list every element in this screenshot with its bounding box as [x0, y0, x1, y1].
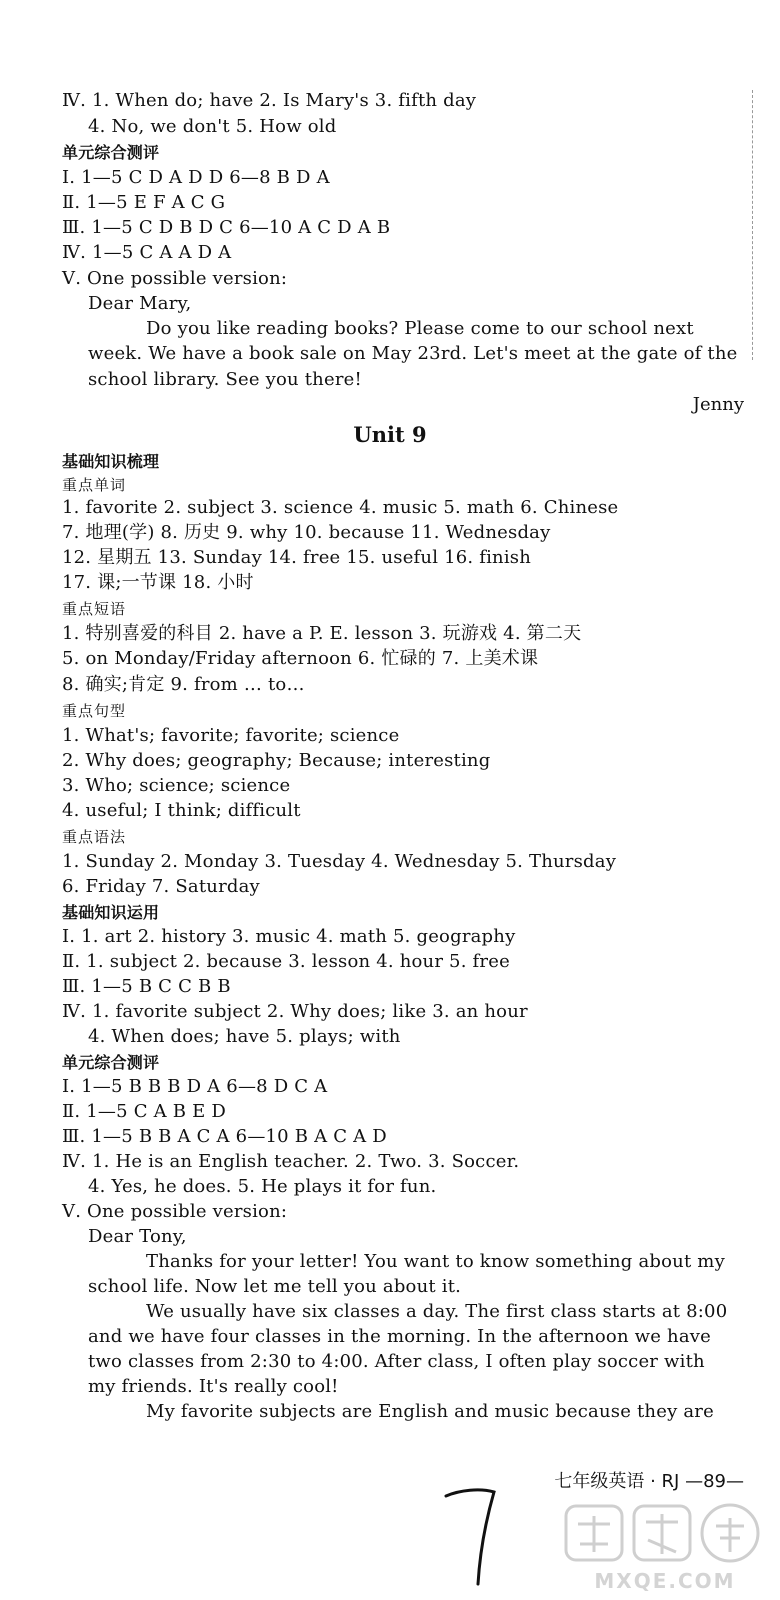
answer-line: Ⅱ. 1—5 C A B E D: [62, 1101, 226, 1122]
answer-line: 1. Sunday 2. Monday 3. Tuesday 4. Wednesday 5. Thursday: [62, 851, 617, 872]
answer-line: 4. No, we don't 5. How old: [88, 116, 337, 137]
svg-text:MXQE.COM: MXQE.COM: [594, 1569, 736, 1593]
letter-body-line: school library. See you there!: [88, 369, 362, 390]
section-heading: 基础知识运用: [62, 903, 160, 922]
answer-line: 5. on Monday/Friday afternoon 6. 忙碌的 7. 上美术课: [62, 648, 539, 669]
answer-line: Ⅱ. 1. subject 2. because 3. lesson 4. hour 5. free: [62, 951, 510, 972]
answer-line: 4. Yes, he does. 5. He plays it for fun.: [88, 1176, 437, 1197]
letter-greeting: Dear Mary,: [88, 293, 192, 314]
answer-line: 12. 星期五 13. Sunday 14. free 15. useful 16. finish: [62, 547, 532, 568]
letter-body-line: Do you like reading books? Please come to our school next: [146, 318, 694, 339]
letter-body-line: school life. Now let me tell you about it.: [88, 1276, 462, 1297]
answer-line: Ⅳ. 1. He is an English teacher. 2. Two. 3. Soccer.: [62, 1151, 520, 1172]
answer-line: Ⅰ. 1—5 B B B D A 6—8 D C A: [62, 1076, 328, 1097]
letter-body-line: Thanks for your letter! You want to know something about my: [146, 1251, 725, 1272]
answer-line: Ⅴ. One possible version:: [62, 1201, 288, 1222]
subsection-label: 重点短语: [62, 600, 127, 618]
letter-signature: Jenny: [692, 394, 744, 415]
answer-line: 2. Why does; geography; Because; interesting: [62, 750, 491, 771]
answer-line: Ⅴ. One possible version:: [62, 268, 288, 289]
answer-line: Ⅲ. 1—5 B B A C A 6—10 B A C A D: [62, 1126, 387, 1147]
answer-line: Ⅲ. 1—5 B C C B B: [62, 976, 231, 997]
answer-line: Ⅳ. 1—5 C A A D A: [62, 242, 232, 263]
answer-line: 8. 确实;肯定 9. from … to…: [62, 674, 305, 695]
handwritten-seven-mark: [440, 1480, 500, 1590]
letter-greeting: Dear Tony,: [88, 1226, 187, 1247]
subsection-label: 重点语法: [62, 828, 127, 846]
letter-body-line: two classes from 2:30 to 4:00. After class, I often play soccer with: [88, 1351, 705, 1372]
answer-line: 17. 课;一节课 18. 小时: [62, 572, 254, 593]
answer-line: 1. favorite 2. subject 3. science 4. music 5. math 6. Chinese: [62, 497, 619, 518]
letter-body-line: week. We have a book sale on May 23rd. Let's meet at the gate of the: [88, 343, 738, 364]
letter-body-line: My favorite subjects are English and music because they are: [146, 1401, 714, 1422]
letter-body-line: We usually have six classes a day. The first class starts at 8:00: [146, 1301, 728, 1322]
answer-line: Ⅱ. 1—5 E F A C G: [62, 192, 226, 213]
section-heading: 单元综合测评: [62, 143, 160, 162]
answer-line: Ⅰ. 1—5 C D A D D 6—8 B D A: [62, 167, 330, 188]
answer-line: Ⅳ. 1. favorite subject 2. Why does; like 3. an hour: [62, 1001, 528, 1022]
answer-line: 3. Who; science; science: [62, 775, 291, 796]
letter-body-line: and we have four classes in the morning. In the afternoon we have: [88, 1326, 711, 1347]
watermark-logo: [560, 1500, 770, 1596]
answer-line: 1. 特别喜爱的科目 2. have a P. E. lesson 3. 玩游戏 4. 第二天: [62, 623, 582, 644]
letter-body-line: my friends. It's really cool!: [88, 1376, 339, 1397]
answer-line: 7. 地理(学) 8. 历史 9. why 10. because 11. Wednesday: [62, 522, 551, 543]
answer-line: Ⅲ. 1—5 C D B D C 6—10 A C D A B: [62, 217, 391, 238]
section-heading: 基础知识梳理: [62, 452, 160, 471]
page-footer: 七年级英语 · RJ —89—: [554, 1471, 744, 1492]
answer-line: 6. Friday 7. Saturday: [62, 876, 260, 897]
subsection-label: 重点句型: [62, 702, 127, 720]
unit-title: Unit 9: [353, 422, 427, 447]
answer-line: Ⅰ. 1. art 2. history 3. music 4. math 5. geography: [62, 926, 516, 947]
answer-line: 4. When does; have 5. plays; with: [88, 1026, 401, 1047]
answer-line: 1. What's; favorite; favorite; science: [62, 725, 400, 746]
section-heading: 单元综合测评: [62, 1053, 160, 1072]
subsection-label: 重点单词: [62, 476, 127, 494]
answer-line: 4. useful; I think; difficult: [62, 800, 301, 821]
page-edge-rule: [752, 90, 754, 360]
answer-line: Ⅳ. 1. When do; have 2. Is Mary's 3. fifth day: [62, 90, 477, 111]
